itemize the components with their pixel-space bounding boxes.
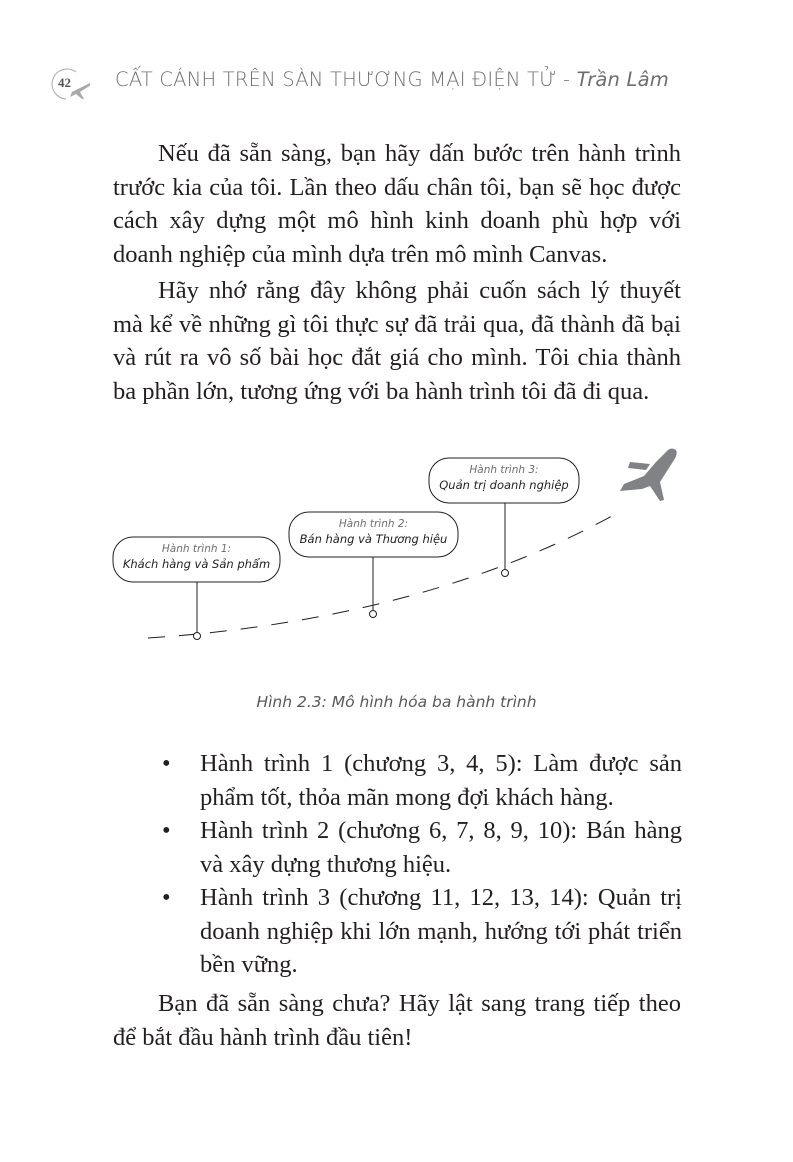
list-item xyxy=(160,814,682,881)
page-number: 42 xyxy=(58,75,71,90)
stage-1-title: Khách hàng và Sản phẩm xyxy=(122,557,271,571)
airplane-icon xyxy=(620,449,677,502)
stage-2-label: Hành trình 2: xyxy=(338,518,409,530)
list-item-text: Hành trình 3 (chương 11, 12, 13, 14): Quản trị doanh nghiệp khi lớn mạnh, hướng tới phát triển bền vững. xyxy=(200,884,682,978)
list-item xyxy=(160,881,682,982)
list-item-text: Hành trình 2 (chương 6, 7, 8, 9, 10): Bán hàng và xây dựng thương hiệu. xyxy=(200,817,682,878)
bullet-marker: • xyxy=(162,884,171,911)
title-separator: - xyxy=(556,68,577,91)
stage-2-bubble xyxy=(289,517,458,547)
stage-3-label: Hành trình 3: xyxy=(469,464,539,476)
list-item xyxy=(160,747,682,814)
stage-1-bubble xyxy=(113,542,280,572)
running-header xyxy=(40,62,740,102)
stage-2-title: Bán hàng và Thương hiệu xyxy=(299,532,448,546)
running-title xyxy=(115,68,669,91)
stage-3-bubble xyxy=(429,463,579,493)
paragraph-1 xyxy=(113,137,681,271)
paragraph-1-text: Nếu đã sẵn sàng, bạn hãy dấn bước trên hành trình trước kia của tôi. Lần theo dấu chân tôi, bạn sẽ học được cách xây dựng một mô hình kinh doanh phù hợp với doanh nghiệp của mình dựa trên mô mình Canvas. xyxy=(113,140,681,268)
book-title: CẤT CÁNH TRÊN SÀN THƯƠNG MẠI ĐIỆN TỬ xyxy=(115,68,557,91)
bullet-marker: • xyxy=(162,817,171,844)
closing-paragraph xyxy=(113,987,681,1054)
figure-caption: Hình 2.3: Mô hình hóa ba hành trình xyxy=(256,693,537,711)
paragraph-2 xyxy=(113,274,681,408)
bullet-marker: • xyxy=(162,750,171,777)
journey-figure xyxy=(0,430,793,660)
closing-text: Bạn đã sẵn sàng chưa? Hãy lật sang trang tiếp theo để bắt đầu hành trình đầu tiên! xyxy=(113,990,681,1051)
list-item-text: Hành trình 1 (chương 3, 4, 5): Làm được sản phẩm tốt, thỏa mãn mong đợi khách hàng. xyxy=(200,750,682,811)
stage-1-label: Hành trình 1: xyxy=(161,543,232,555)
author-name: Trần Lâm xyxy=(576,68,669,91)
stage-3-title: Quản trị doanh nghiệp xyxy=(439,478,569,492)
paragraph-2-text: Hãy nhớ rằng đây không phải cuốn sách lý thuyết mà kể về những gì tôi thực sự đã trải qua, đã thành đã bại và rút ra vô số bài học đắt giá cho mình. Tôi chia thành ba phần lớn, tương ứng với ba hành trình tôi đã đi qua. xyxy=(113,277,681,405)
journey-list xyxy=(160,747,682,982)
